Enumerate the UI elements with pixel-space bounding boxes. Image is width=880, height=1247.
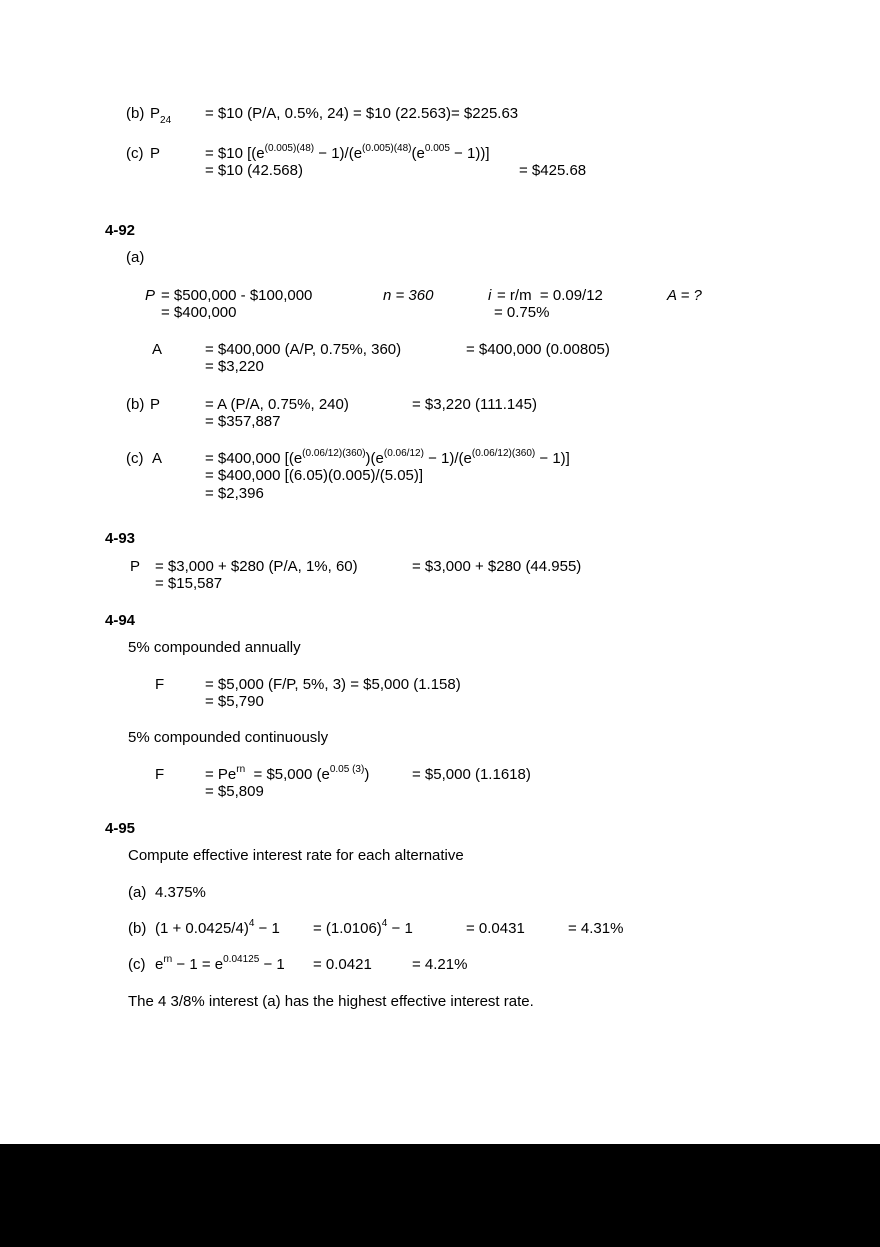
prob-4-95-c-line <box>0 956 880 974</box>
formula-segment: = 0.0421 <box>313 956 372 973</box>
formula-segment: = 4.21% <box>412 956 468 973</box>
formula-segment: F <box>155 676 165 693</box>
prob-4-94-annual-calc-1 <box>0 676 880 694</box>
formula-segment: P <box>145 287 156 304</box>
formula-segment: Compute effective interest rate for each alternative <box>128 847 464 864</box>
formula-segment: = $2,396 <box>205 485 264 502</box>
superscript: 0.04125 <box>223 954 260 965</box>
formula-segment: F <box>155 766 165 783</box>
formula-segment: A <box>152 450 163 467</box>
formula-segment: = $10 (P/A, 0.5%, 24) = $10 (22.563)= $225.63 <box>205 105 519 122</box>
formula-segment: = 0.75% <box>494 304 550 321</box>
formula-segment: = $5,000 (1.1618) <box>412 766 531 783</box>
formula-segment: = $357,887 <box>205 413 281 430</box>
prob-4-93-line-1 <box>0 558 880 576</box>
prob-4-93-line-2 <box>0 575 880 593</box>
header-4-93 <box>0 530 880 548</box>
superscript: (0.005)(48) <box>362 143 412 154</box>
prob-4-94-annual-label <box>0 639 880 657</box>
formula-segment: = $400,000 <box>161 304 237 321</box>
header-4-94 <box>0 612 880 630</box>
prob-4-95-b-line <box>0 920 880 938</box>
subscript: 24 <box>160 115 172 126</box>
prev-problem-part-c-line-1 <box>0 145 880 163</box>
prob-4-92-b-line-2 <box>0 413 880 431</box>
superscript: 4 <box>248 918 255 929</box>
formula-segment: 4-93 <box>105 530 136 547</box>
formula-segment: = $3,220 (111.145) <box>412 396 537 413</box>
formula-segment: = $10 (42.568) <box>205 162 303 179</box>
formula-segment: = $500,000 - $100,000 <box>161 287 313 304</box>
prob-4-92-c-line-2 <box>0 467 880 485</box>
formula-segment: = $10 $[(e^{(0.005)(48)} - 1)/(e^{(0.005)(48)}(e^{0.005} - 1))]$ <box>205 143 490 162</box>
formula-segment: = $3,220 <box>205 358 264 375</box>
superscript: 4 <box>381 918 388 929</box>
formula-segment: i <box>488 287 492 304</box>
formula-segment: 4-94 <box>105 612 136 629</box>
prob-4-92-b-line-1 <box>0 396 880 414</box>
header-4-95 <box>0 820 880 838</box>
formula-segment: P <box>130 558 141 575</box>
formula-segment: $P_{24}$ <box>150 105 172 126</box>
formula-segment: n = 360 <box>383 287 434 304</box>
superscript: (0.06/12)(360) <box>302 448 366 459</box>
formula-segment: (a) <box>128 884 147 901</box>
prob-4-92-a-givens-2 <box>0 304 880 322</box>
formula-segment: P <box>150 145 161 162</box>
formula-segment: (c) <box>126 145 144 162</box>
prob-4-92-a-calc-2 <box>0 358 880 376</box>
formula-segment: A = ? <box>667 287 702 304</box>
prob-4-95-a-line <box>0 884 880 902</box>
header-4-92 <box>0 222 880 240</box>
prob-4-92-a-calc-1 <box>0 341 880 359</box>
footer-black-bar <box>0 1144 880 1247</box>
superscript: rn <box>163 954 173 965</box>
formula-segment: P <box>150 396 161 413</box>
formula-segment: (c) <box>128 956 146 973</box>
formula-segment: = $5,790 <box>205 693 264 710</box>
prob-4-95-conclusion <box>0 993 880 1011</box>
formula-segment: 5% compounded continuously <box>128 729 329 746</box>
formula-segment: (b) <box>128 920 147 937</box>
prob-4-92-c-line-1 <box>0 450 880 468</box>
superscript: (0.06/12)(360) <box>471 448 536 459</box>
prob-4-94-continuous-calc-2 <box>0 783 880 801</box>
formula-segment: = $Pe^{rn}$ = $5,000 $(e^{0.05 (3)})$ <box>205 764 370 783</box>
formula-segment: = $400,000 (0.00805) <box>466 341 610 358</box>
formula-segment: = 4.31% <box>568 920 624 937</box>
superscript: rn <box>236 764 246 775</box>
formula-segment: The 4 3/8% interest (a) has the highest effective interest rate. <box>128 993 534 1010</box>
formula-segment: 4-92 <box>105 222 136 239</box>
prev-problem-part-c-line-2 <box>0 162 880 180</box>
formula-segment: (c) <box>126 450 144 467</box>
prob-4-92-a-givens-1 <box>0 287 880 305</box>
prob-4-94-continuous-calc-1 <box>0 766 880 784</box>
prob-4-94-continuous-label <box>0 729 880 747</box>
formula-segment: = $400,000 $[(e^{(0.06/12)(360)})(e^{(0.06/12)} - 1)/(e^{(0.06/12)(360)} - 1)]$ <box>205 448 570 467</box>
formula-segment: (a) <box>126 249 145 266</box>
superscript: 0.005 <box>424 143 450 154</box>
formula-segment: (b) <box>126 396 145 413</box>
formula-segment: = 0.0431 <box>466 920 525 937</box>
formula-segment: = $3,000 + $280 (44.955) <box>412 558 582 575</box>
formula-segment: = $425.68 <box>519 162 587 179</box>
formula-segment: = $400,000 (A/P, 0.75%, 360) <box>205 341 402 358</box>
superscript: (0.06/12) <box>383 448 424 459</box>
formula-segment: $(1 + 0.0425/4)^4 - 1$ <box>155 918 280 937</box>
formula-segment: = $(1.0106)^4 - 1$ <box>313 918 413 937</box>
prob-4-94-annual-calc-2 <box>0 693 880 711</box>
formula-segment: = $5,809 <box>205 783 264 800</box>
formula-segment: = $3,000 + $280 (P/A, 1%, 60) <box>155 558 358 575</box>
formula-segment: = r/m = 0.09/12 <box>497 287 603 304</box>
formula-segment: = $5,000 (F/P, 5%, 3) = $5,000 (1.158) <box>205 676 461 693</box>
prob-4-92-a-label <box>0 249 880 267</box>
formula-segment: $e^{rn} - 1 = e^{0.04125} - 1$ <box>155 954 285 973</box>
prob-4-95-intro <box>0 847 880 865</box>
formula-segment: = $400,000 [(6.05)(0.005)/(5.05)] <box>205 467 424 484</box>
formula-segment: = $15,587 <box>155 575 223 592</box>
prev-problem-part-b-line <box>0 105 880 126</box>
formula-segment: (b) <box>126 105 145 122</box>
superscript: (0.005)(48) <box>264 143 315 154</box>
formula-segment: 5% compounded annually <box>128 639 301 656</box>
formula-segment: 4-95 <box>105 820 136 837</box>
superscript: 0.05 (3) <box>329 764 365 775</box>
formula-segment: = A (P/A, 0.75%, 240) <box>205 396 349 413</box>
formula-segment: 4.375% <box>155 884 206 901</box>
formula-segment: A <box>152 341 163 358</box>
prob-4-92-c-line-3 <box>0 485 880 503</box>
